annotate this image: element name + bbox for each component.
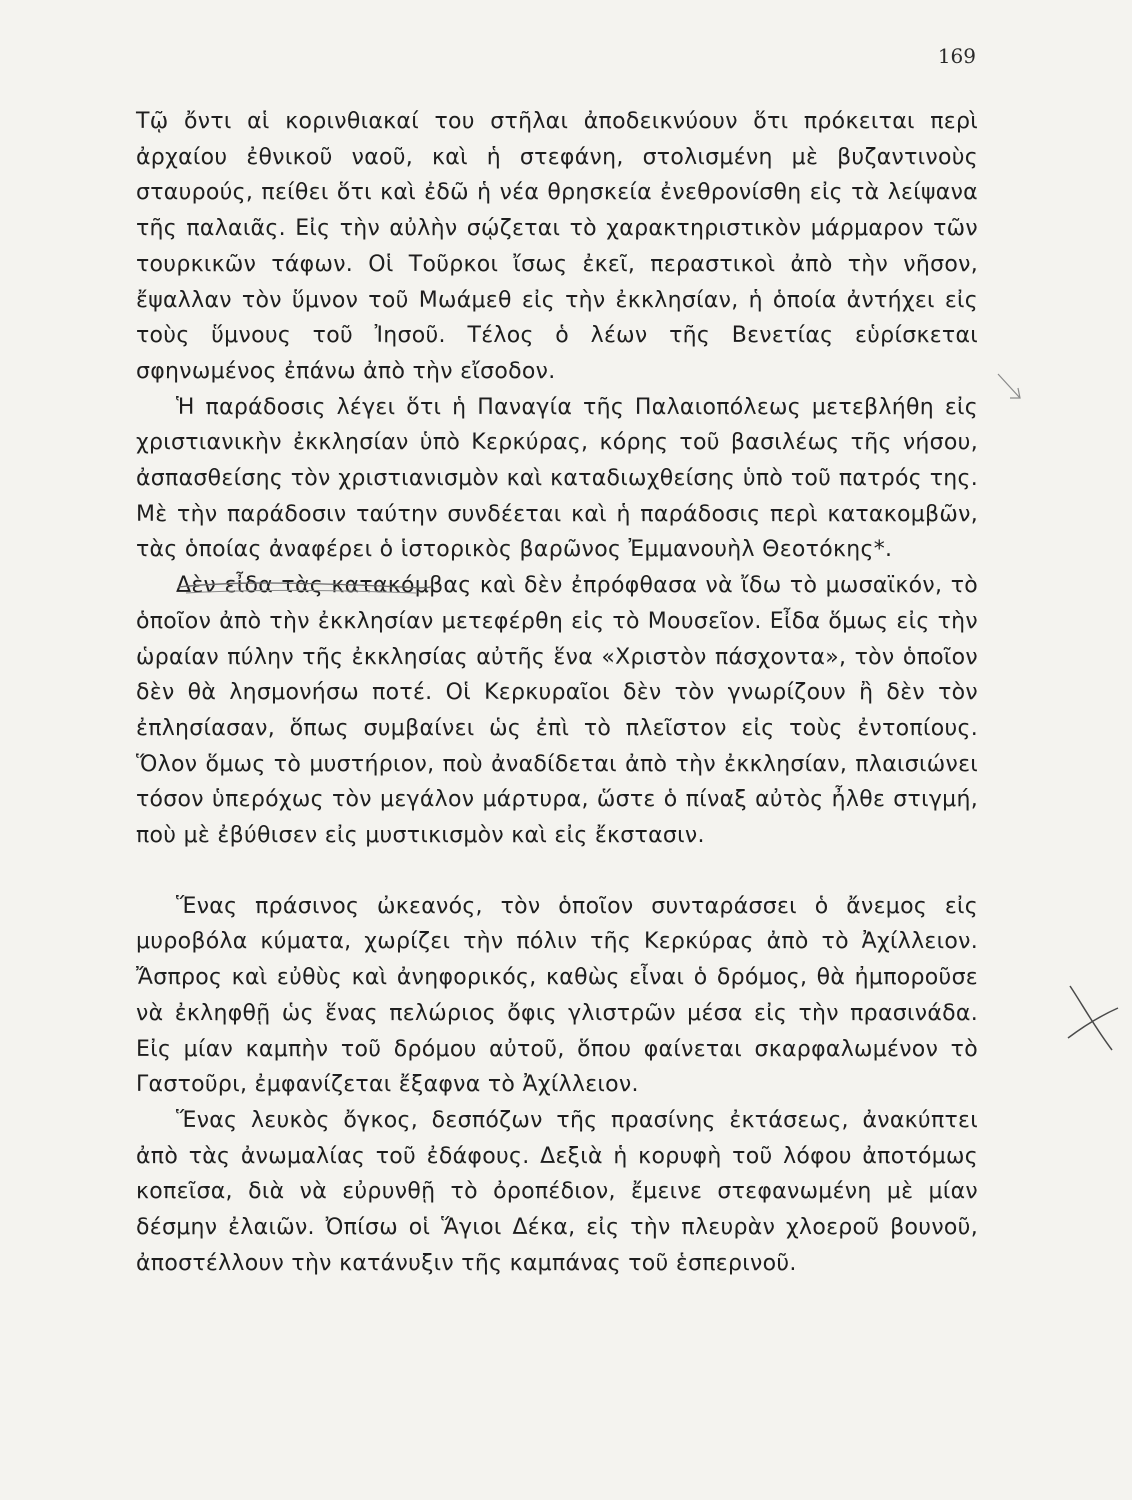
- body-text: [136, 104, 978, 1282]
- paragraph-5: Ἕνας λευκὸς ὄγκος, δεσπόζων τῆς πρασίνης ἐκτάσεως, ἀνακύπτει ἀπὸ τὰς ἀνωμαλίας τοῦ ἐδάφους. Δεξιὰ ἡ κορυφὴ τοῦ λόφου ἀποτόμως κοπεῖσα, διὰ νὰ εὐρυνθῇ τὸ ὀροπέδιον, ἔμεινε στεφανωμένη μὲ μίαν δέσμην ἐλαιῶν. Ὀπίσω οἱ Ἅγιοι Δέκα, εἰς τὴν πλευρὰν χλοεροῦ βουνοῦ, ἀποστέλλουν τὴν κατάνυξιν τῆς καμπάνας τοῦ ἑσπερινοῦ.: [136, 1107, 978, 1276]
- paragraph-4: Ἕνας πράσινος ὠκεανός, τὸν ὁποῖον συνταράσσει ὁ ἄνεμος εἰς μυροβόλα κύματα, χωρίζει τὴν πόλιν τῆς Κερκύρας ἀπὸ τὸ Ἀχίλλειον. Ἄσπρος καὶ εὐθὺς καὶ ἀνηφορικός, καθὼς εἶναι ὁ δρόμος, θὰ ἠμποροῦσε νὰ ἐκληφθῇ ὡς ἕνας πελώριος ὄφις γλιστρῶν μέσα εἰς τὴν πρασινάδα. Εἰς μίαν καμπὴν τοῦ δρόμου αὐτοῦ, ὅπου φαίνεται σκαρφαλωμένον τὸ Γαστοῦρι, ἐμφανίζεται ἔξαφνα τὸ Ἀχίλλειον.: [136, 893, 978, 1098]
- page-number: 169: [937, 44, 976, 68]
- pencil-cross-mark: [1064, 982, 1124, 1054]
- pencil-arrow-mark: [994, 368, 1038, 412]
- paragraph-2: Ἡ παράδοσις λέγει ὅτι ἡ Παναγία τῆς Παλαιοπόλεως μετεβλήθη εἰς χριστιανικὴν ἐκκλησίαν ὑπὸ Κερκύρας, κόρης τοῦ βασιλέως τῆς νήσου, ἀσπασθείσης τὸν χριστιανισμὸν καὶ καταδιωχθείσης ὑπὸ τοῦ πατρός της. Μὲ τὴν παράδοσιν ταύτην συνδέεται καὶ ἡ παράδοσις περὶ κατακομβῶν, τὰς ὁποίας ἀναφέρει ὁ ἱστορικὸς βαρῶνος Ἐμμανουὴλ Θεοτόκης*.: [136, 394, 978, 563]
- paragraph-1: Τῷ ὄντι αἱ κορινθιακαί του στῆλαι ἀποδεικνύουν ὅτι πρόκειται περὶ ἀρχαίου ἐθνικοῦ ναοῦ, καὶ ἡ στεφάνη, στολισμένη μὲ βυζαντινοὺς σταυρούς, πείθει ὅτι καὶ ἐδῶ ἡ νέα θρησκεία ἐνεθρονίσθη εἰς τὰ λείψανα τῆς παλαιᾶς. Εἰς τὴν αὐλὴν σῴζεται τὸ χαρακτηριστικὸν μάρμαρον τῶν τουρκικῶν τάφων. Οἱ Τοῦρκοι ἴσως ἐκεῖ, περαστικοὶ ἀπὸ τὴν νῆσον, ἔψαλλαν τὸν ὕμνον τοῦ Μωάμεθ εἰς τὴν ἐκκλησίαν, ἡ ὁποία ἀντήχει εἰς τοὺς ὕμνους τοῦ Ἰησοῦ. Τέλος ὁ λέων τῆς Βενετίας εὑρίσκεται σφηνωμένος ἐπάνω ἀπὸ τὴν εἴσοδον.: [136, 109, 978, 384]
- paragraph-3: Δὲν εἶδα τὰς κατακόμβας καὶ δὲν ἐπρόφθασα νὰ ἴδω τὸ μωσαϊκόν, τὸ ὁποῖον ἀπὸ τὴν ἐκκλησίαν μετεφέρθη εἰς τὸ Μουσεῖον. Εἶδα ὅμως εἰς τὴν ὡραίαν πύλην τῆς ἐκκλησίας αὐτῆς ἕνα «Χριστὸν πάσχοντα», τὸν ὁποῖον δὲν θὰ λησμονήσω ποτέ. Οἱ Κερκυραῖοι δὲν τὸν γνωρίζουν ἢ δὲν τὸν ἐπλησίασαν, ὅπως συμβαίνει ὡς ἐπὶ τὸ πλεῖστον εἰς τοὺς ἐντοπίους. Ὅλον ὅμως τὸ μυστήριον, ποὺ ἀναδίδεται ἀπὸ τὴν ἐκκλησίαν, πλαισιώνει τόσον ὑπερόχως τὸν μεγάλον μάρτυρα, ὥστε ὁ πίναξ αὐτὸς ἦλθε στιγμή, ποὺ μὲ ἐβύθισεν εἰς μυστικισμὸν καὶ εἰς ἔκστασιν.: [136, 573, 978, 849]
